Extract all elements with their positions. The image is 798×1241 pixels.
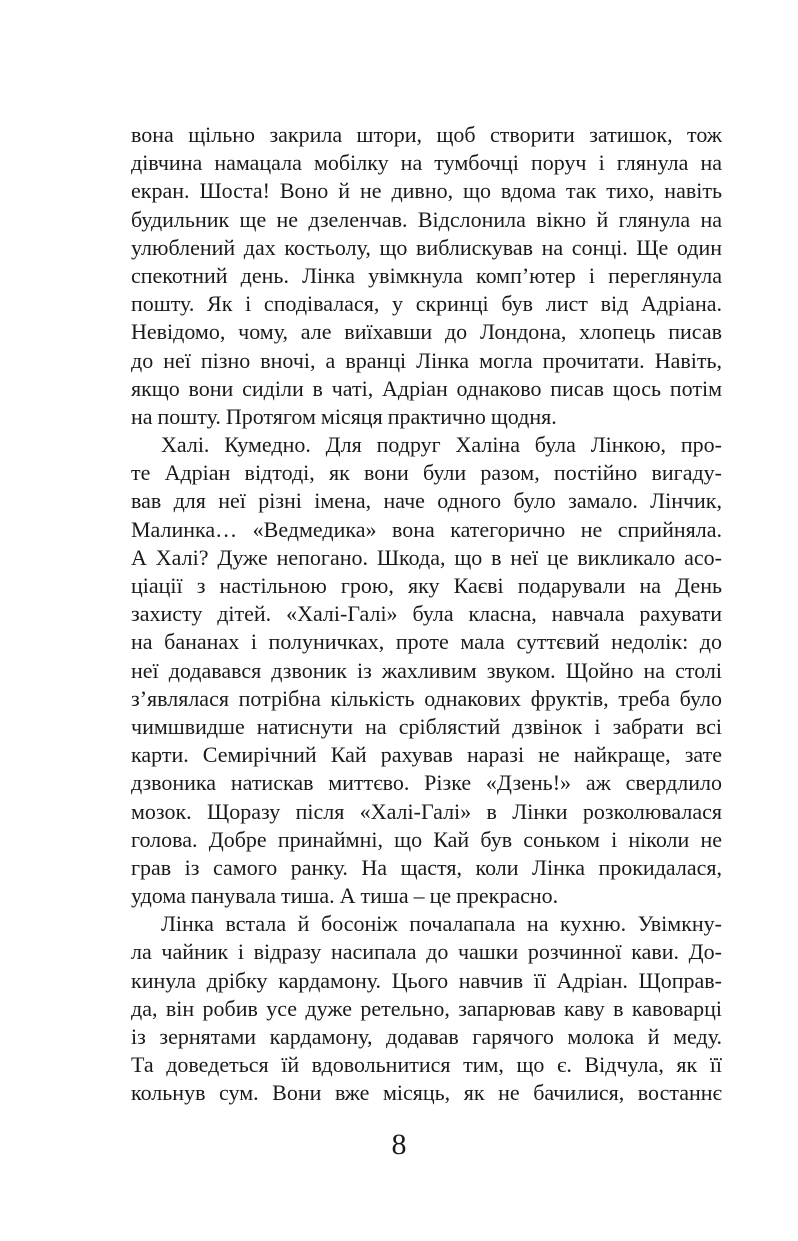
text-line: удома панувала тиша. А тиша – це прекрасно. <box>131 883 559 909</box>
paragraph-1 <box>131 121 722 431</box>
text-line: будильник ще не дзеленчав. Відслонила вікно й глянула на <box>131 206 722 232</box>
text-line: Лінка встала й босоніж почалапала на кухню. Увімкну- <box>161 911 722 937</box>
text-line: до неї пізно вночі, а вранці Лінка могла прочитати. Навіть, <box>131 347 722 373</box>
text-line: Та доведеться їй вдовольнитися тим, що є. Відчула, як її <box>131 1052 722 1078</box>
text-line: Халі. Кумедно. Для подруг Халіна була Лінкою, про- <box>161 432 722 458</box>
text-line: спекотний день. Лінка увімкнула комп’ютер і переглянула <box>131 262 722 288</box>
text-line: чимшвидше натиснути на сріблястий дзвінок і забрати всі <box>131 713 722 739</box>
text-line: із зернятами кардамону, додавав гарячого молока й меду. <box>131 1024 722 1049</box>
text-line: захисту дітей. «Халі-Галі» була класна, навчала рахувати <box>131 601 722 627</box>
text-line: вона щільно закрила штори, щоб створити затишок, тож <box>131 122 722 147</box>
text-line: на бананах і полуничках, проте мала суттєвий недолік: до <box>131 629 722 655</box>
text-line: вав для неї різні імена, наче одного було замало. Лінчик, <box>131 488 722 514</box>
text-line: на пошту. Протягом місяця практично щодня. <box>131 403 557 429</box>
text-line: улюблений дах костьолу, що виблискував на сонці. Ще один <box>131 234 722 260</box>
text-line: карти. Семирічний Кай рахував наразі не найкраще, зате <box>131 742 722 768</box>
text-line: кинула дрібку кардамону. Цього навчив її Адріан. Щоправ- <box>131 967 722 993</box>
text-line: кольнув сум. Вони вже місяць, як не бачилися, востаннє <box>131 1080 722 1106</box>
text-line: неї додавався дзвоник із жахливим звуком. Щойно на столі <box>131 657 722 683</box>
text-line: ла чайник і відразу насипала до чашки розчинної кави. До- <box>131 939 722 965</box>
text-line: з’являлася потрібна кількість однакових фруктів, треба було <box>131 685 722 711</box>
text-line: да, він робив усе дуже ретельно, запарював каву в кавоварці <box>131 995 722 1021</box>
text-line: якщо вони сиділи в чаті, Адріан однаково писав щось потім <box>131 375 722 401</box>
paragraph-3 <box>131 910 722 1107</box>
text-line: дівчина намацала мобілку на тумбочці поруч і глянула на <box>131 150 722 176</box>
text-line: Малинка… «Ведмедика» вона категорично не сприйняла. <box>131 516 722 542</box>
text-line: ціації з настільною грою, яку Каєві подарували на День <box>131 573 722 598</box>
text-line: Невідомо, чому, але виїхавши до Лондона, хлопець писав <box>131 319 722 345</box>
page-number: 8 <box>391 1128 407 1161</box>
text-line: те Адріан відтоді, як вони були разом, постійно вигаду- <box>131 460 722 486</box>
text-line: екран. Шоста! Воно й не дивно, що вдома так тихо, навіть <box>131 178 722 204</box>
body-text <box>131 121 722 1108</box>
text-line: А Халі? Дуже непогано. Шкода, що в неї це викликало асо- <box>131 544 722 570</box>
paragraph-2 <box>131 431 722 910</box>
text-line: грав із самого ранку. На щастя, коли Лінка прокидалася, <box>131 854 722 880</box>
text-line: голова. Добре принаймні, що Кай був соньком і ніколи не <box>131 826 722 852</box>
text-line: пошту. Як і сподівалася, у скринці був лист від Адріана. <box>131 291 722 317</box>
text-line: дзвоника натискав миттєво. Різке «Дзень!» аж свердлило <box>131 770 722 796</box>
text-line: мозок. Щоразу після «Халі-Галі» в Лінки розколювалася <box>131 798 722 824</box>
